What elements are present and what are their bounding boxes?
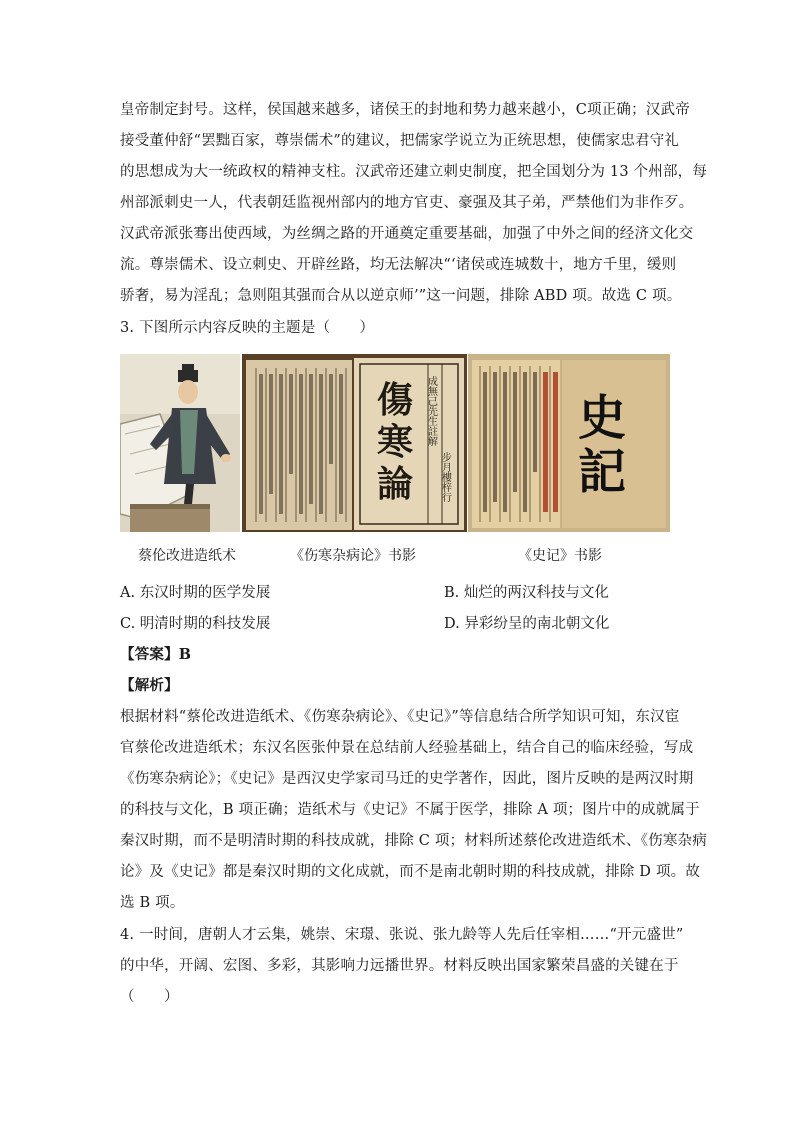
option-text: 灿烂的两汉科技与文化 [463, 585, 609, 601]
question-3-stem: 3. 下图所示内容反映的主题是（ ） [120, 320, 375, 336]
option-label: B. [444, 585, 460, 601]
paragraph-line: 汉武帝派张骞出使西域，为丝绸之路的开通奠定重要基础，加强了中外之间的经济文化交 [120, 226, 694, 242]
analysis-line: 《伤寒杂病论》；《史记》是西汉史学家司马迁的史学著作，因此，图片反映的是两汉时期 [120, 771, 694, 787]
analysis-line: 选 B 项。 [120, 895, 185, 911]
book-footer-text: 步月樓梓行 [439, 452, 451, 502]
option-label: A. [120, 585, 136, 601]
analysis-line: 论》及《史记》都是秦汉时期的文化成就，而不是南北朝时期的科技成就，排除 D 项。故 [120, 864, 701, 880]
question-4-line: （ ） [120, 989, 179, 1005]
option-text: 东汉时期的医学发展 [139, 585, 271, 601]
analysis-line: 的科技与文化，B 项正确；造纸术与《史记》不属于医学，排除 A 项；图片中的成就属于 [120, 802, 700, 818]
book-title-char: 記 [578, 444, 627, 500]
book-title-char: 史 [578, 390, 627, 446]
analysis-line: 官蔡伦改进造纸术；东汉名医张仲景在总结前人经验基础上，结合自己的临床经验，写成 [120, 740, 694, 756]
image-caption: 蔡伦改进造纸术 [138, 548, 236, 564]
option-b [444, 581, 609, 602]
image-caption: 《伤寒杂病论》书影 [290, 548, 416, 564]
analysis-heading: 【解析】 [120, 677, 179, 694]
book-title-char: 寒 [377, 421, 414, 463]
option-d [444, 612, 609, 633]
book-title-char: 論 [377, 463, 414, 505]
analysis-line: 根据材料“蔡伦改进造纸术、《伤寒杂病论》、《史记》”等信息结合所学知识可知，东汉宦 [120, 709, 680, 725]
book-title-char: 傷 [377, 379, 414, 421]
paragraph-line: 皇帝制定封号。这样，侯国越来越多，诸侯王的封地和势力越来越小，C项正确；汉武帝 [120, 102, 690, 118]
question-4-line: 的中华，开阔、宏图、多彩，其影响力远播世界。材料反映出国家繁荣昌盛的关键在于 [120, 958, 679, 974]
analysis-line: 秦汉时期，而不是明清时期的科技成就，排除 C 项；材料所述蔡伦改进造纸术、《伤寒杂病 [120, 833, 707, 849]
paragraph-line: 流。尊崇儒术、设立刺史、开辟丝路，均无法解决“‘诸侯或连城数十，地方千里，缓则 [120, 257, 677, 273]
option-text: 异彩纷呈的南北朝文化 [464, 616, 610, 632]
paragraph-line: 州部派刺史一人，代表朝廷监视州部内的地方官吏、豪强及其子弟，严禁他们为非作歹。 [120, 195, 694, 211]
option-a [120, 581, 270, 602]
question-3-images [120, 354, 670, 534]
option-label: C. [120, 616, 136, 632]
book-shiji-icon [468, 354, 670, 532]
paragraph-line: 的思想成为大一统政权的精神支柱。汉武帝还建立刺史制度，把全国划分为 13 个州部，每 [120, 164, 708, 180]
painting-cai-lun-papermaking-icon [120, 354, 240, 532]
answer-heading: 【答案】B [120, 646, 192, 663]
image-caption: 《史记》书影 [518, 548, 602, 564]
option-label: D. [444, 616, 460, 632]
option-text: 明清时期的科技发展 [139, 616, 271, 632]
paragraph-line: 骄奢，易为淫乱；急则阻其强而合从以逆京师’”这一问题，排除 ABD 项。故选 C 项。 [120, 288, 682, 304]
paragraph-line: 接受董仲舒“罢黜百家，尊崇儒术”的建议，把儒家学说立为正统思想，使儒家忠君守礼 [120, 133, 680, 149]
book-shanghan-lun-icon [242, 354, 467, 532]
book-side-text: 成無己先生註解 [425, 376, 437, 446]
option-c [120, 612, 270, 633]
question-4-line: 4. 一时间，唐朝人才云集，姚崇、宋璟、张说、张九龄等人先后任宰相……“开元盛世” [120, 927, 684, 943]
